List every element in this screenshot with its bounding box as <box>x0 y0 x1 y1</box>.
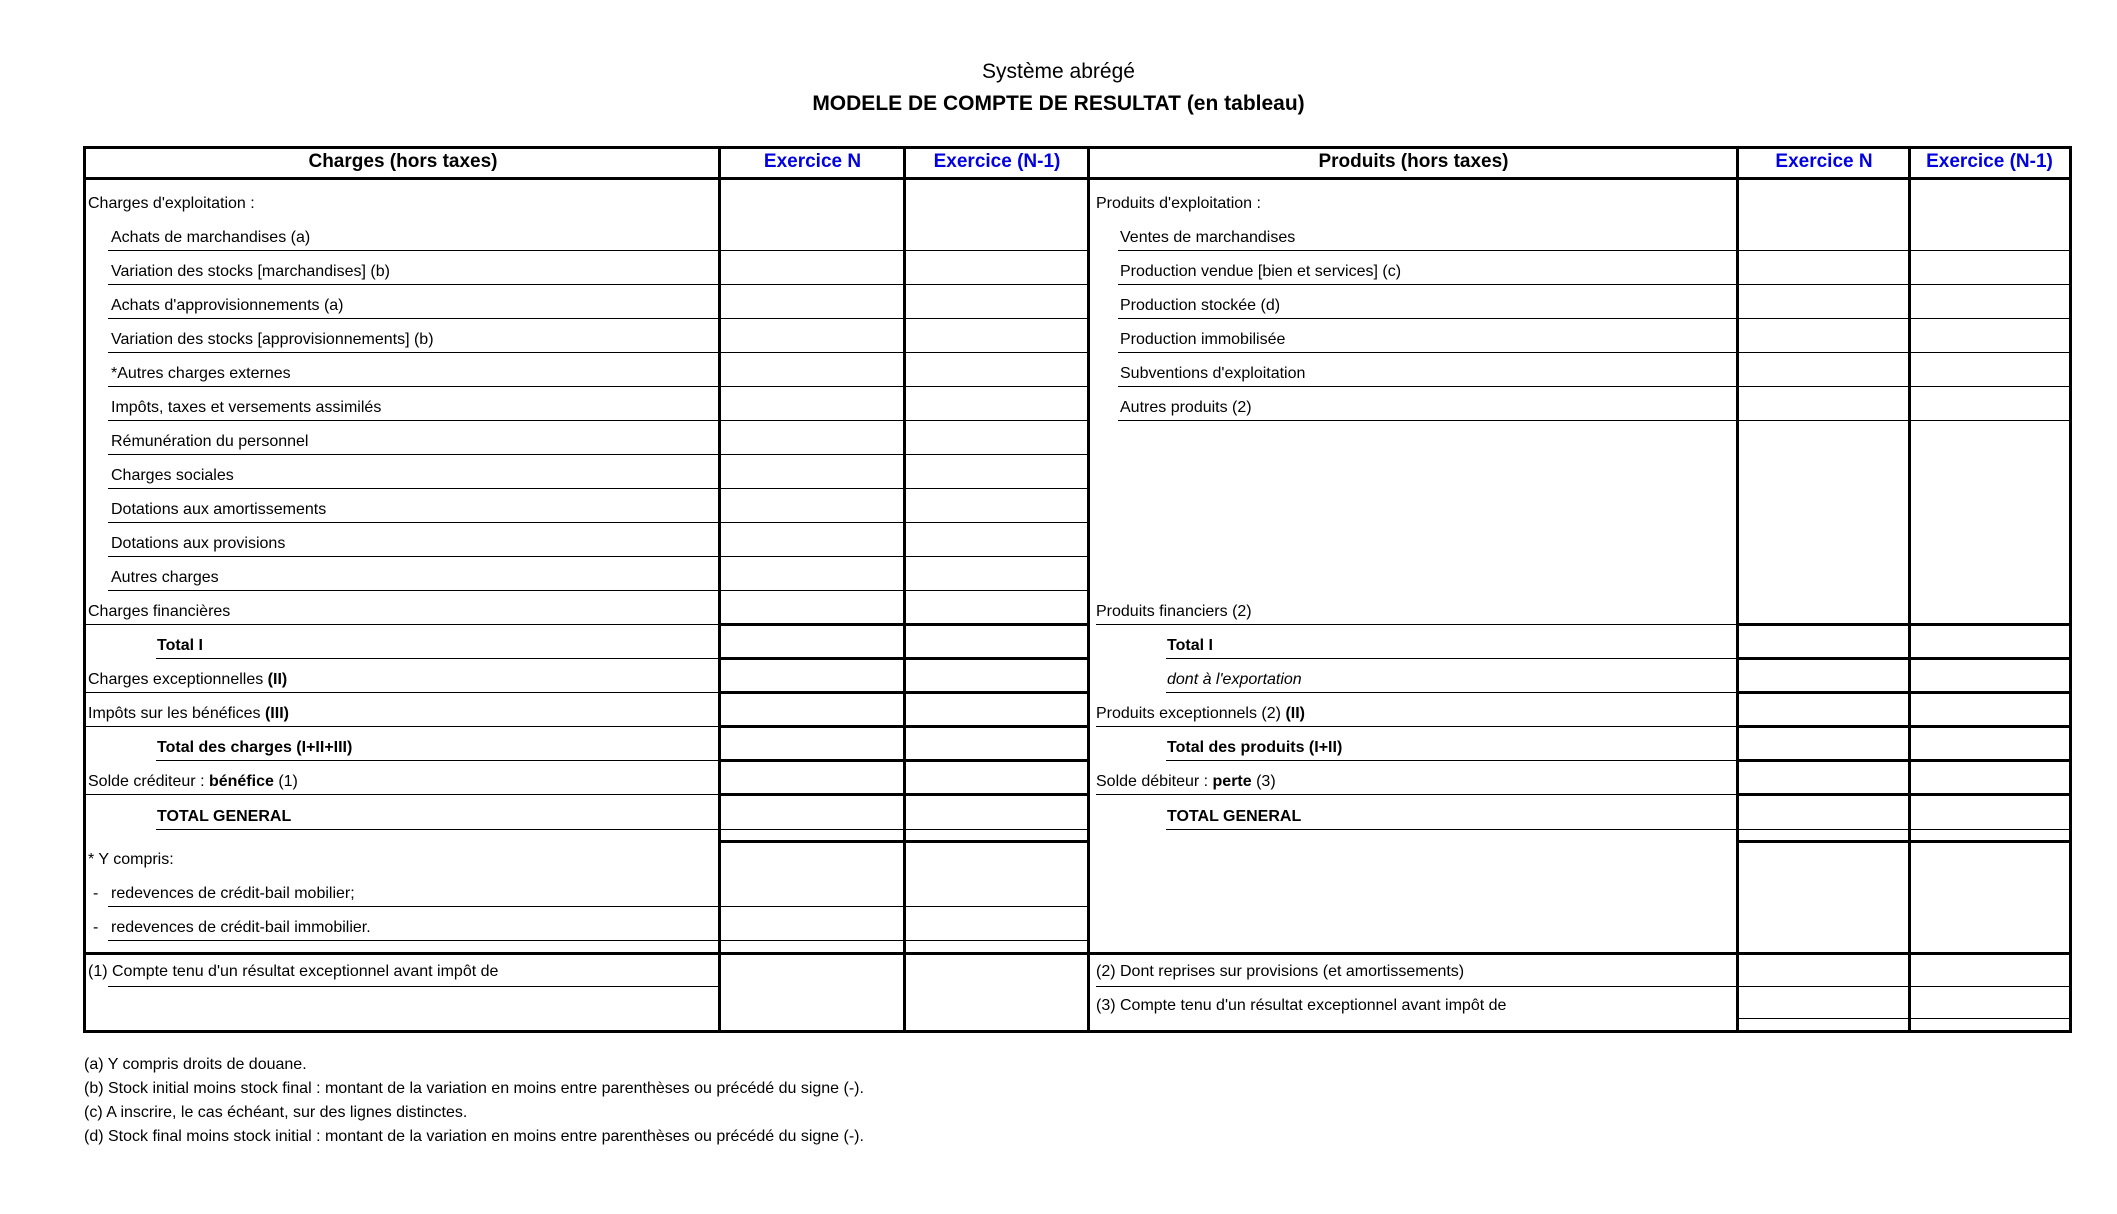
note-3: (3) Compte tenu d'un résultat exceptionnel avant impôt de <box>1096 997 1507 1014</box>
produits-exercice-n1-header: Exercice (N-1) <box>1910 146 2069 180</box>
solde-debiteur: Solde débiteur : perte (3) <box>1096 773 1276 790</box>
charges-item: Achats d'approvisionnements (a) <box>111 297 344 314</box>
produits-exploitation-label: Produits d'exploitation : <box>1096 195 1261 212</box>
produits-total-general: TOTAL GENERAL <box>1167 808 1302 825</box>
charges-exploitation-label: Charges d'exploitation : <box>88 195 255 212</box>
notes-separator <box>86 952 2069 955</box>
footnote-d: (d) Stock final moins stock initial : montant de la variation en moins entre parenthèses ou précédé du signe (-). <box>84 1128 864 1145</box>
charges-total-general: TOTAL GENERAL <box>157 808 292 825</box>
charges-item: *Autres charges externes <box>111 365 291 382</box>
charges-item: Variation des stocks [approvisionnements] (b) <box>111 331 434 348</box>
charges-item: Autres charges <box>111 569 219 586</box>
dont-exportation: dont à l'exportation <box>1167 671 1302 688</box>
produits-item: Production vendue [bien et services] (c) <box>1120 263 1402 280</box>
produits-item: Production immobilisée <box>1120 331 1286 348</box>
document-title: MODELE DE COMPTE DE RESULTAT (en tableau) <box>812 92 1305 115</box>
charges-item: Achats de marchandises (a) <box>111 229 311 246</box>
charges-item: Impôts, taxes et versements assimilés <box>111 399 382 416</box>
produits-item: Subventions d'exploitation <box>1120 365 1306 382</box>
charges-item: Rémunération du personnel <box>111 433 309 450</box>
column-divider <box>1087 146 1090 1033</box>
total-produits: Total des produits (I+II) <box>1167 739 1343 756</box>
note-2: (2) Dont reprises sur provisions (et amortissements) <box>1096 963 1465 980</box>
note-1: (1) Compte tenu d'un résultat exceptionnel avant impôt de <box>88 963 499 980</box>
produits-total-1: Total I <box>1167 637 1213 654</box>
charges-column-header: Charges (hors taxes) <box>86 146 720 180</box>
charges-item: Dotations aux provisions <box>111 535 286 552</box>
credit-bail-immobilier: redevences de crédit-bail immobilier. <box>111 919 371 936</box>
produits-exercice-n-header: Exercice N <box>1738 146 1910 180</box>
column-divider <box>1736 146 1739 1033</box>
footnote-c: (c) A inscrire, le cas échéant, sur des lignes distinctes. <box>84 1104 468 1121</box>
impots-benefices-label: Impôts sur les bénéfices (III) <box>88 705 289 722</box>
footnote-b: (b) Stock initial moins stock final : montant de la variation en moins entre parenthèses ou précédé du signe (-). <box>84 1080 864 1097</box>
charges-total-1: Total I <box>157 637 203 654</box>
column-divider <box>1908 146 1911 1033</box>
charges-item: Variation des stocks [marchandises] (b) <box>111 263 390 280</box>
solde-crediteur: Solde créditeur : bénéfice (1) <box>88 773 298 790</box>
charges-exercice-n-header: Exercice N <box>720 146 905 180</box>
charges-exercice-n1-header: Exercice (N-1) <box>905 146 1089 180</box>
credit-bail-mobilier: redevences de crédit-bail mobilier; <box>111 885 355 902</box>
y-compris-label: * Y compris: <box>88 851 174 868</box>
charges-financieres-label: Charges financières <box>88 603 231 620</box>
produits-item: Production stockée (d) <box>1120 297 1281 314</box>
produits-column-header: Produits (hors taxes) <box>1089 146 1738 180</box>
dash-bullet: - <box>93 885 99 902</box>
produits-exceptionnels-label: Produits exceptionnels (2) (II) <box>1096 705 1305 722</box>
produits-item: Ventes de marchandises <box>1120 229 1296 246</box>
charges-item: Charges sociales <box>111 467 234 484</box>
footnote-a: (a) Y compris droits de douane. <box>84 1056 307 1073</box>
produits-financiers-label: Produits financiers (2) <box>1096 603 1252 620</box>
charges-item: Dotations aux amortissements <box>111 501 327 518</box>
total-charges: Total des charges (I+II+III) <box>157 739 353 756</box>
dash-bullet: - <box>93 919 99 936</box>
charges-exceptionnelles-label: Charges exceptionnelles (II) <box>88 671 288 688</box>
document-subtitle: Système abrégé <box>982 60 1135 83</box>
produits-item: Autres produits (2) <box>1120 399 1252 416</box>
